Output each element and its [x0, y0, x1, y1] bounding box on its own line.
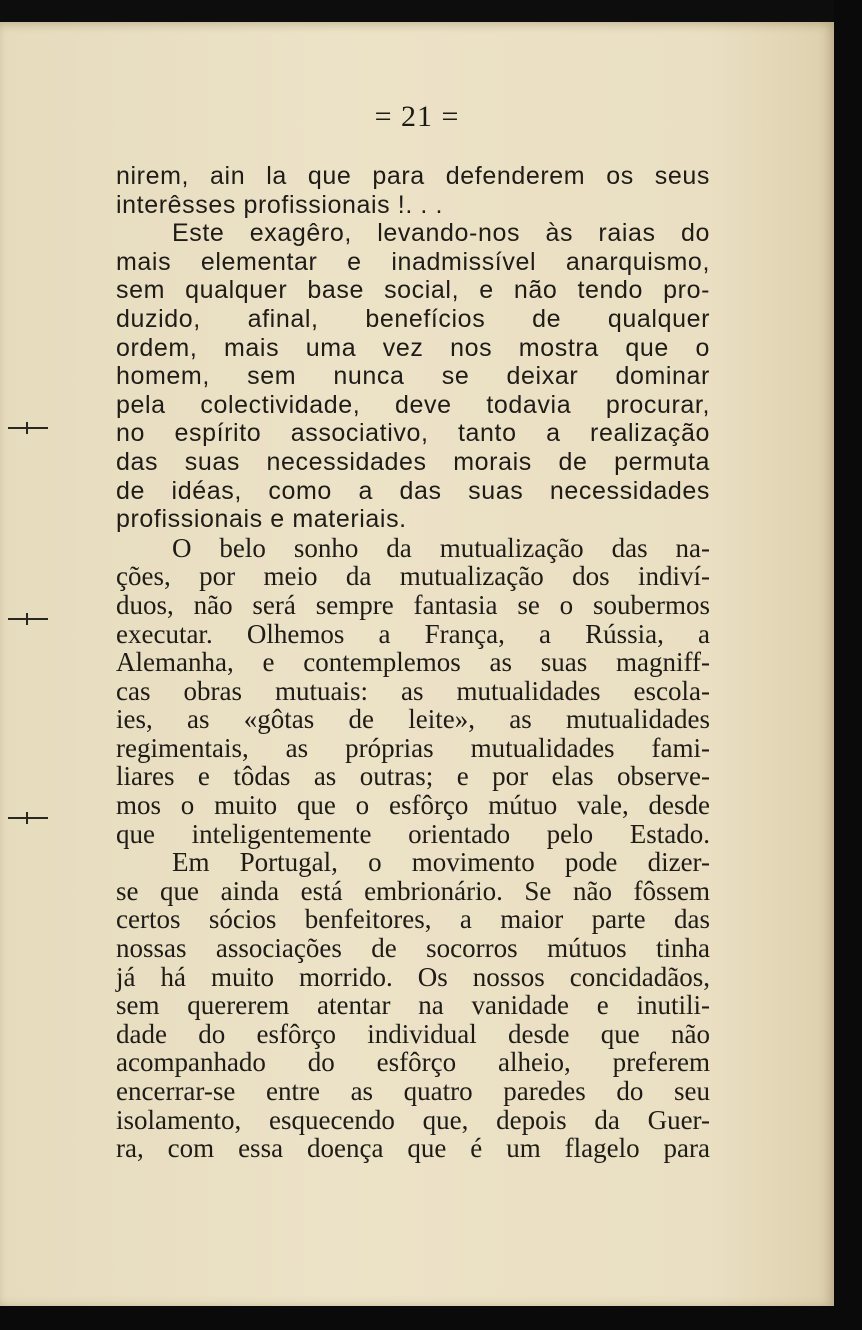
- body-text: [116, 162, 710, 1163]
- scan-border-right: [834, 0, 862, 1330]
- text-line: duos, não será sempre fantasia se o soubermos: [116, 589, 710, 620]
- text-line: profissionais e materiais.: [116, 505, 407, 534]
- text-line: Este exagêro, levando-nos às raias do: [172, 219, 710, 248]
- scan-border-bottom: [0, 1306, 862, 1330]
- text-line: nirem, ain la que para defenderem os seus: [116, 162, 710, 190]
- text-line: pela colectividade, deve todavia procurar,: [116, 390, 710, 419]
- margin-mark: [8, 817, 48, 819]
- text-line: no espírito associativo, tanto a realização: [116, 419, 710, 448]
- text-line: interêsses profissionais !. . .: [116, 190, 444, 219]
- text-line: dade do esfôrço individual desde que não: [116, 1018, 710, 1049]
- book-page: [0, 22, 834, 1306]
- text-line: Em Portugal, o movimento pode dizer-: [172, 847, 710, 878]
- text-line: encerrar-se entre as quatro paredes do seu: [116, 1076, 710, 1106]
- text-line: sem quererem atentar na vanidade e inutili-: [116, 990, 710, 1021]
- margin-mark: [8, 427, 48, 429]
- text-line: homem, sem nunca se deixar dominar: [116, 362, 710, 391]
- margin-mark: [8, 618, 48, 620]
- text-line: sem qualquer base social, e não tendo pro-: [116, 276, 710, 305]
- text-line: ções, por meio da mutualização dos indiví-: [116, 561, 710, 592]
- text-line: nossas associações de socorros mútuos tinha: [116, 933, 710, 964]
- page-number: = 21 =: [374, 100, 460, 133]
- text-line: mais elementar e inadmissível anarquismo,: [116, 247, 710, 276]
- text-line: ordem, mais uma vez nos mostra que o: [116, 333, 710, 362]
- text-line: duzido, afinal, benefícios de qualquer: [116, 304, 710, 333]
- text-line: acompanhado do esfôrço alheio, preferem: [116, 1047, 710, 1078]
- text-line: que inteligentemente orientado pelo Estado.: [116, 818, 710, 849]
- text-line: ies, as «gôtas de leite», as mutualidades: [116, 704, 710, 735]
- text-line: já há muito morrido. Os nossos concidadãos,: [116, 961, 710, 992]
- text-line: liares e tôdas as outras; e por elas observe-: [116, 761, 710, 792]
- text-line: das suas necessidades morais de permuta: [116, 447, 710, 476]
- text-line: Alemanha, e contemplemos as suas magniff-: [116, 647, 710, 678]
- text-line: O belo sonho da mutualização das na-: [172, 532, 710, 563]
- text-line: de idéas, como a das suas necessidades: [116, 476, 710, 505]
- text-line: isolamento, esquecendo que, depois da Guer-: [116, 1104, 710, 1135]
- text-line: regimentais, as próprias mutualidades fami-: [116, 732, 710, 763]
- text-line: cas obras mutuais: as mutualidades escola-: [116, 675, 710, 706]
- text-line: certos sócios benfeitores, a maior parte das: [116, 904, 710, 935]
- text-line: mos o muito que o esfôrço mútuo vale, desde: [116, 790, 710, 821]
- text-line: ra, com essa doença que é um flagelo para: [116, 1133, 710, 1164]
- text-line: se que ainda está embrionário. Se não fôssem: [116, 875, 710, 906]
- text-line: executar. Olhemos a França, a Rússia, a: [116, 618, 710, 649]
